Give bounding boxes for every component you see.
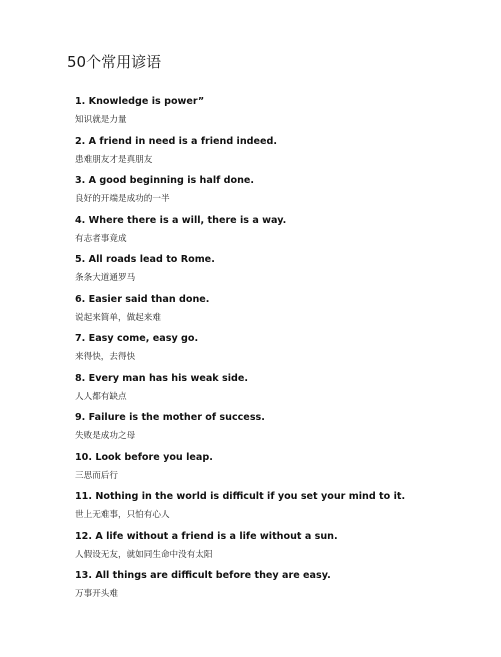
proverb-english: 3. A good beginning is half done. (75, 175, 255, 186)
proverb-item (75, 410, 475, 450)
proverb-chinese: 知识就是力量 (75, 115, 127, 125)
proverb-chinese: 失败是成功之母 (75, 431, 136, 441)
proverb-english: 2. A friend in need is a friend indeed. (75, 135, 278, 147)
proverb-chinese: 世上无难事，只怕有心人 (75, 510, 170, 520)
proverb-item (75, 371, 475, 411)
proverb-chinese: 人假设无友，就如同生命中没有太阳 (75, 549, 213, 560)
proverb-item (75, 134, 475, 174)
proverb-chinese: 来得快，去得快 (75, 352, 136, 362)
proverb-english: 10. Look before you leap. (75, 451, 213, 463)
proverb-english: 6. Easier said than done. (75, 293, 210, 305)
proverb-item (75, 252, 475, 292)
proverb-list (75, 94, 475, 608)
proverb-item (75, 292, 475, 332)
proverb-item (75, 568, 475, 608)
proverb-chinese: 三思而后行 (75, 470, 118, 481)
proverb-item (75, 450, 475, 490)
proverb-english: 9. Failure is the mother of success. (75, 412, 265, 423)
proverb-english: 4. Where there is a will, there is a way. (75, 214, 287, 226)
proverb-item (75, 331, 475, 371)
proverb-item (75, 489, 475, 529)
proverb-english: 7. Easy come, easy go. (75, 333, 199, 344)
proverb-item (75, 213, 475, 253)
proverb-chinese: 人人都有缺点 (75, 391, 127, 402)
proverb-chinese: 良好的开端是成功的一半 (75, 194, 170, 204)
proverb-chinese: 患难朋友才是真朋友 (75, 154, 153, 165)
proverb-english: 12. A life without a friend is a life without a sun. (75, 530, 338, 542)
proverb-chinese: 有志者事竟成 (75, 233, 127, 244)
proverb-english: 1. Knowledge is power” (75, 96, 205, 107)
proverb-chinese: 万事开头难 (75, 589, 118, 599)
proverb-chinese: 说起来简单，做起来难 (75, 312, 161, 323)
proverb-item (75, 529, 475, 569)
document-title: 50个常用谚语 (67, 53, 162, 71)
proverb-item (75, 173, 475, 213)
proverb-english: 8. Every man has his weak side. (75, 372, 249, 384)
proverb-chinese: 条条大道通罗马 (75, 273, 136, 283)
proverb-english: 11. Nothing in the world is difficult if you set your mind to it. (75, 491, 406, 502)
proverb-english: 13. All things are difficult before they are easy. (75, 570, 331, 581)
proverb-item (75, 94, 475, 134)
proverb-english: 5. All roads lead to Rome. (75, 254, 215, 265)
